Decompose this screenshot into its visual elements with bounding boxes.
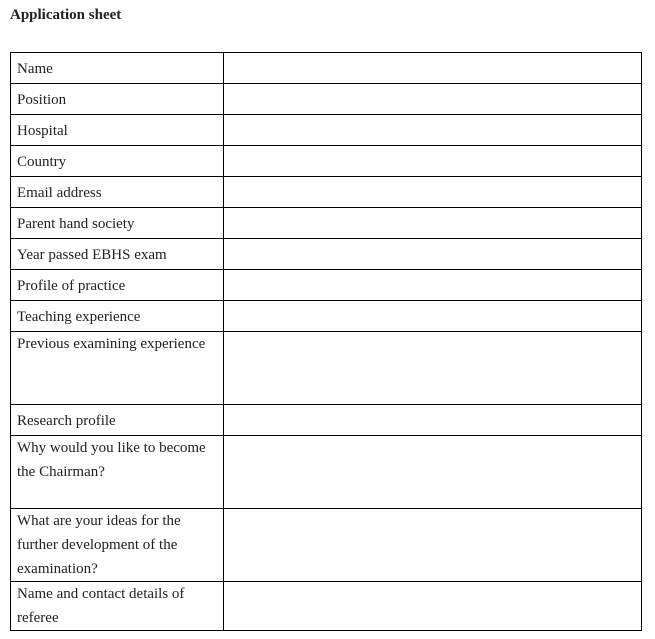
table-row: [11, 177, 642, 208]
field-label-why-chairman: Why would you like to become the Chairman?: [17, 440, 206, 480]
table-row: [11, 509, 642, 582]
year-passed-field[interactable]: [224, 239, 642, 270]
field-label-hospital: Hospital: [17, 123, 68, 139]
application-form-table: [10, 52, 642, 631]
previous-examining-field[interactable]: [224, 332, 642, 405]
field-label-referee: Name and contact details of referee: [17, 586, 185, 626]
field-label-research: Research profile: [17, 413, 116, 429]
hospital-field[interactable]: [224, 115, 642, 146]
research-field[interactable]: [224, 405, 642, 436]
field-label-cell: [11, 146, 224, 177]
field-label-profile-practice: Profile of practice: [17, 278, 126, 294]
table-row: [11, 332, 642, 405]
country-field[interactable]: [224, 146, 642, 177]
field-label-country: Country: [17, 154, 67, 170]
field-label-cell: [11, 436, 224, 509]
field-label-cell: [11, 53, 224, 84]
field-label-name: Name: [17, 61, 53, 77]
field-label-cell: [11, 509, 224, 582]
referee-field[interactable]: [224, 582, 642, 631]
field-label-position: Position: [17, 92, 67, 108]
field-label-parent-society: Parent hand society: [17, 216, 135, 232]
field-label-ideas: What are your ideas for the further development of the examination?: [17, 513, 181, 577]
field-label-cell: [11, 301, 224, 332]
field-label-cell: [11, 270, 224, 301]
table-row: [11, 270, 642, 301]
why-chairman-field[interactable]: [224, 436, 642, 509]
field-label-cell: [11, 239, 224, 270]
position-field[interactable]: [224, 84, 642, 115]
table-row: [11, 405, 642, 436]
ideas-field[interactable]: [224, 509, 642, 582]
teaching-field[interactable]: [224, 301, 642, 332]
field-label-email: Email address: [17, 185, 102, 201]
field-label-cell: [11, 405, 224, 436]
table-row: [11, 53, 642, 84]
table-row: [11, 301, 642, 332]
parent-society-field[interactable]: [224, 208, 642, 239]
table-row: [11, 208, 642, 239]
table-row: [11, 84, 642, 115]
table-row: [11, 239, 642, 270]
field-label-cell: [11, 177, 224, 208]
field-label-previous-examining: Previous examining experience: [17, 336, 206, 352]
email-field[interactable]: [224, 177, 642, 208]
field-label-year-passed: Year passed EBHS exam: [17, 247, 167, 263]
page-title: Application sheet: [10, 7, 122, 23]
table-row: [11, 115, 642, 146]
field-label-cell: [11, 115, 224, 146]
table-row: [11, 582, 642, 631]
field-label-cell: [11, 332, 224, 405]
table-row: [11, 436, 642, 509]
field-label-teaching: Teaching experience: [17, 309, 141, 325]
field-label-cell: [11, 84, 224, 115]
field-label-cell: [11, 208, 224, 239]
name-field[interactable]: [224, 53, 642, 84]
table-row: [11, 146, 642, 177]
field-label-cell: [11, 582, 224, 631]
profile-practice-field[interactable]: [224, 270, 642, 301]
